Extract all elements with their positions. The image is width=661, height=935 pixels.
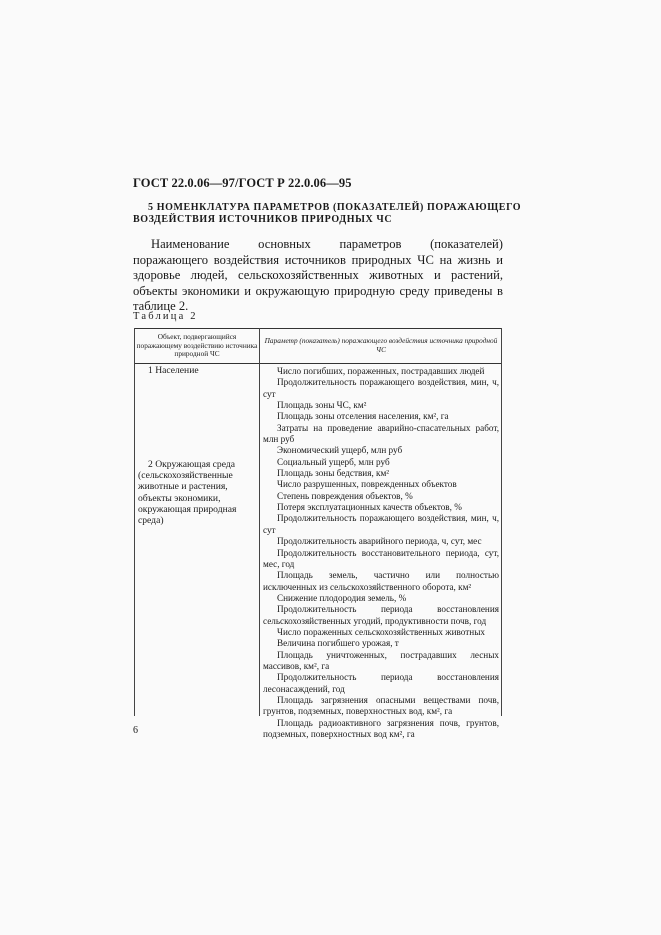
table-caption: Таблица 2 <box>133 311 198 322</box>
intro-paragraph <box>133 237 503 315</box>
parameter-item: Продолжительность периода восстановления лесонасаждений, год <box>263 672 499 694</box>
parameter-item: Продолжительность поражающего воздействия, мин, ч, сут <box>263 513 499 535</box>
table-border-right <box>501 328 502 716</box>
parameter-item: Площадь земель, частично или полностью исключенных из сельскохозяйственного оборота, км² <box>263 570 499 592</box>
parameter-item: Число разрушенных, поврежденных объектов <box>277 479 457 490</box>
document-header: ГОСТ 22.0.06—97/ГОСТ Р 22.0.06—95 <box>133 176 352 190</box>
object-label: 2 Окружающая среда <box>148 459 235 470</box>
page-number: 6 <box>133 725 138 736</box>
parameter-item: Площадь зоны ЧС, км² <box>277 400 367 411</box>
parameter-item: Продолжительность восстановительного периода, сут, мес, год <box>263 547 499 569</box>
table-header-divider <box>134 363 502 364</box>
parameter-item: Социальный ущерб, млн руб <box>277 456 390 467</box>
parameter-item: Площадь зоны бедствия, км² <box>277 468 390 479</box>
parameter-item: Продолжительность аварийного периода, ч, сут, мес <box>277 536 482 547</box>
row-object-population <box>138 365 256 376</box>
object-description: (сельскохозяйственные животные и растения, объекты экономики, окружающая природная среда) <box>138 470 237 527</box>
parameter-item: Площадь радиоактивного загрязнения почв, грунтов, подземных, поверхностных вод км², га <box>263 717 499 739</box>
section-title <box>133 202 521 226</box>
table-column-divider <box>259 328 260 716</box>
parameters-table <box>134 328 502 739</box>
table-border-left <box>134 328 135 716</box>
parameter-item: Степень повреждения объектов, % <box>277 490 413 501</box>
object-label: 1 Население <box>148 365 199 376</box>
parameter-item: Потеря эксплуатационных качеств объектов, % <box>277 502 462 513</box>
parameter-item: Продолжительность периода восстановления сельскохозяйственных угодий, продуктивности почв, год <box>263 604 499 626</box>
parameter-item: Экономический ущерб, млн руб <box>277 445 403 456</box>
parameters-column <box>263 366 499 740</box>
parameter-item: Продолжительность поражающего воздействия, мин, ч, сут <box>263 377 499 399</box>
intro-text: Наименование основных параметров (показателей) поражающего воздействия источников природных ЧС на жизнь и здоровье людей, сельскохозяйственных животных и растений, объекты экономики и окружающую природную среду приведены в таблице 2. <box>133 237 503 313</box>
row-object-environment <box>138 459 256 526</box>
parameter-item: Площадь зоны отселения населения, км², га <box>277 411 449 422</box>
parameter-item: Площадь загрязнения опасными веществами почв, грунтов, подземных, поверхностных вод, км², га <box>263 694 499 717</box>
parameter-item: Величина погибшего урожая, т <box>277 638 399 649</box>
table-header-object: Объект, подвергающийся поражающему воздействию источника природной ЧС <box>136 332 258 359</box>
parameter-item: Площадь уничтоженных, пострадавших лесных массивов, км², га <box>263 649 499 671</box>
parameter-item: Число пораженных сельскохозяйственных животных <box>277 626 485 637</box>
section-title-line-2: ВОЗДЕЙСТВИЯ ИСТОЧНИКОВ ПРИРОДНЫХ ЧС <box>133 214 393 225</box>
table-border-top <box>134 328 502 329</box>
parameter-item: Снижение плодородия земель, % <box>277 592 407 603</box>
table-header-parameter: Параметр (показатель) поражающего воздействия источника природной ЧС <box>264 336 498 354</box>
parameter-item: Число погибших, пораженных, пострадавших людей <box>277 366 485 376</box>
section-title-line-1: 5 НОМЕНКЛАТУРА ПАРАМЕТРОВ (ПОКАЗАТЕЛЕЙ) ПОРАЖАЮЩЕГО <box>148 202 522 213</box>
parameter-item: Затраты на проведение аварийно-спасательных работ, млн руб <box>263 422 499 445</box>
